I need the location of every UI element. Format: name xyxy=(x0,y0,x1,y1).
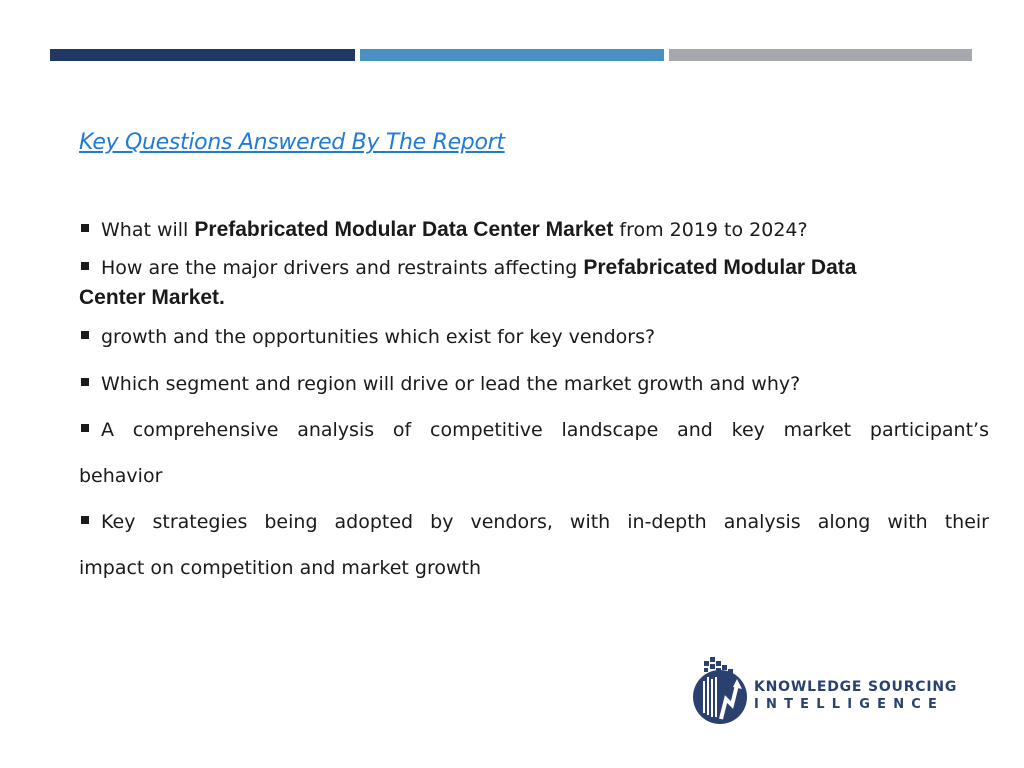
list-item: How are the major drivers and restraints affecting Prefabricated Modular Data Center Market. xyxy=(79,256,857,309)
list-item: Which segment and region will drive or lead the market growth and why? xyxy=(79,373,989,395)
company-logo xyxy=(690,655,958,725)
list-item: growth and the opportunities which exist for key vendors? xyxy=(79,326,989,348)
square-bullet-icon xyxy=(81,516,89,524)
logo-text-line2: INTELLIGENCE xyxy=(754,697,945,712)
square-bullet-icon xyxy=(81,331,89,339)
accent-bar-gray xyxy=(669,49,972,61)
list-item: A comprehensive analysis of competitive landscape and key market participant’s behavior xyxy=(79,419,989,487)
top-accent-bars xyxy=(50,49,972,61)
square-bullet-icon xyxy=(81,378,89,386)
square-bullet-icon xyxy=(81,424,89,432)
square-bullet-icon xyxy=(81,224,89,232)
logo-text-line1: KNOWLEDGE SOURCING xyxy=(754,679,958,695)
accent-bar-blue xyxy=(360,49,664,61)
building-arrow-logo-icon xyxy=(690,655,752,725)
slide-heading: Key Questions Answered By The Report xyxy=(79,130,505,155)
square-bullet-icon xyxy=(81,262,89,270)
list-item: Key strategies being adopted by vendors, with in-depth analysis along with their impact on competition and market growth xyxy=(79,511,989,579)
list-item: What will Prefabricated Modular Data Center Market from 2019 to 2024? xyxy=(79,218,989,242)
accent-bar-navy xyxy=(50,49,355,61)
